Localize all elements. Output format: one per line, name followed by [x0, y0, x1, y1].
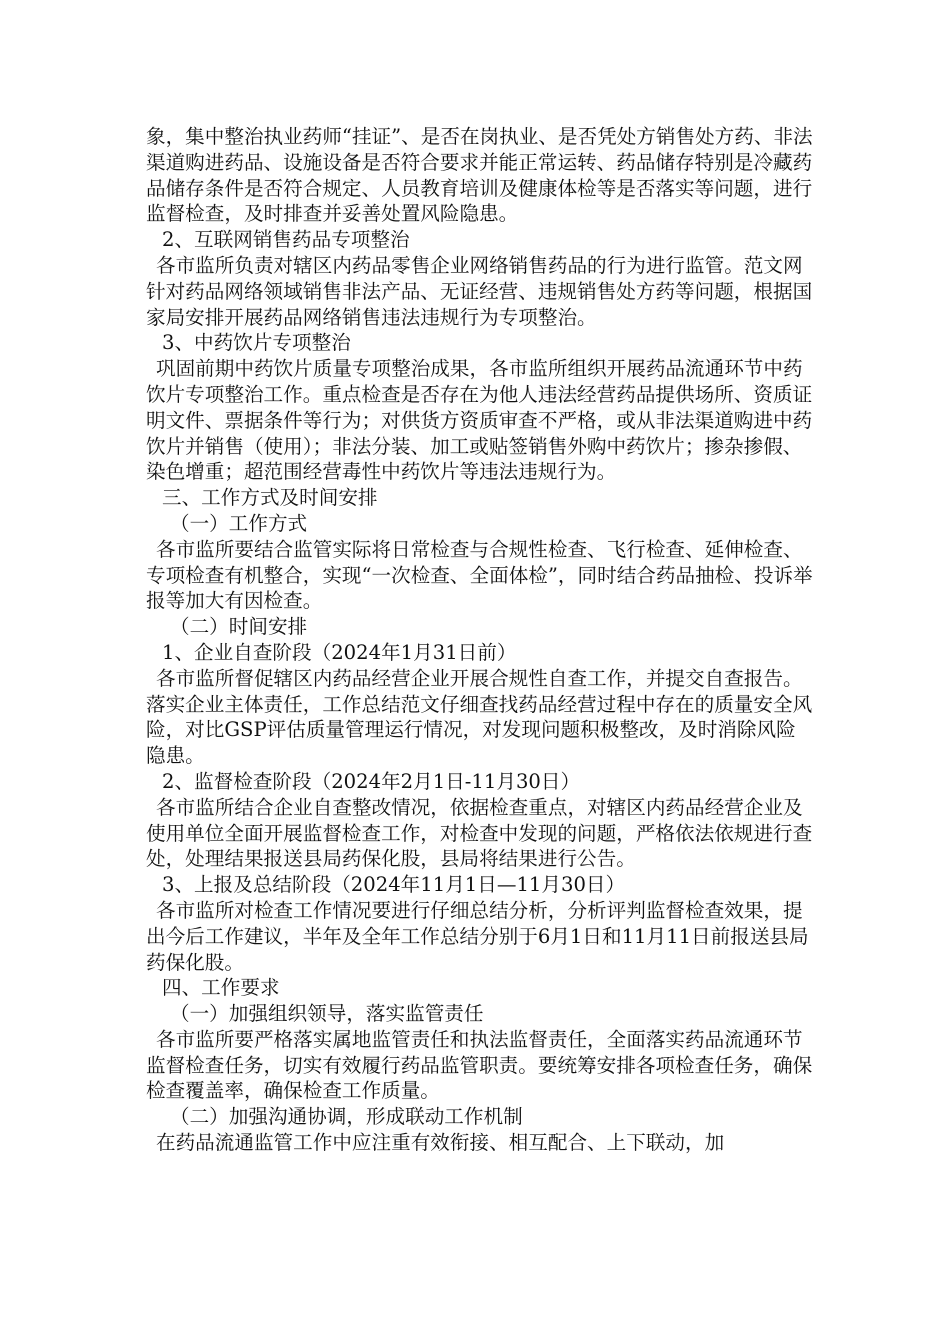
paragraph-supervision-stage: 各市监所结合企业自查整改情况，依据检查重点，对辖区内药品经营企业及使用单位全面开展监督检查工作，对检查中发现的问题，严格依法依规进行查处，处理结果报送县局药保化股，县局将结果进行公告。 — [146, 795, 813, 871]
paragraph-leadership: 各市监所要严格落实属地监管责任和执法监督责任，全面落实药品流通环节监督检查任务，切实有效履行药品监管职责。要统筹安排各项检查任务，确保检查覆盖率，确保检查工作质量。 — [146, 1027, 813, 1103]
heading-internet-sales: 2、互联网销售药品专项整治 — [162, 228, 410, 252]
paragraph-internet-sales: 各市监所负责对辖区内药品零售企业网络销售药品的行为进行监管。范文网针对药品网络领域销售非法产品、无证经营、违规销售处方药等问题，根据国家局安排开展药品网络销售违法违规行为专项整治。 — [146, 253, 813, 329]
heading-summary-stage: 3、上报及总结阶段（2024年11月1日—11月30日） — [162, 873, 626, 897]
paragraph-summary-stage: 各市监所对检查工作情况要进行仔细总结分析，分析评判监督检查效果，提出今后工作建议，半年及全年工作总结分别于6月1日和11月11日前报送县局药保化股。 — [146, 898, 809, 974]
heading-herbal-pieces: 3、中药饮片专项整治 — [162, 331, 351, 355]
paragraph-continuation-inspection-targets: 象，集中整治执业药师“挂证”、是否在岗执业、是否凭处方销售处方药、非法渠道购进药品、设施设备是否符合要求并能正常运转、药品储存特别是冷藏药品储存条件是否符合规定、人员教育培训及健康体检等是否落实等问题，进行监督检查，及时排查并妥善处置风险隐患。 — [146, 125, 813, 226]
paragraph-work-method: 各市监所要结合监管实际将日常检查与合规性检查、飞行检查、延伸检查、专项检查有机整合，实现“一次检查、全面体检”，同时结合药品抽检、投诉举报等加大有因检查。 — [146, 537, 813, 613]
heading-self-inspection-stage: 1、企业自查阶段（2024年1月31日前） — [162, 640, 517, 664]
heading-section-three: 三、工作方式及时间安排 — [162, 486, 378, 510]
heading-section-four: 四、工作要求 — [162, 976, 280, 1000]
subheading-leadership: （一）加强组织领导，落实监管责任 — [170, 1002, 484, 1026]
subheading-schedule: （二）时间安排 — [170, 615, 308, 639]
subheading-work-method: （一）工作方式 — [170, 511, 308, 535]
paragraph-self-inspection-stage: 各市监所督促辖区内药品经营企业开展合规性自查工作，并提交自查报告。落实企业主体责任，工作总结范文仔细查找药品经营过程中存在的质量安全风险，对比GSP评估质量管理运行情况，对发现问题积极整改，及时消除风险隐患。 — [146, 666, 813, 768]
paragraph-herbal-pieces: 巩固前期中药饮片质量专项整治成果，各市监所组织开展药品流通环节中药饮片专项整治工作。重点检查是否存在为他人违法经营药品提供场所、资质证明文件、票据条件等行为；对供货方资质审查不严格，或从非法渠道购进中药饮片并销售（使用）；非法分装、加工或贴签销售外购中药饮片；掺杂掺假、染色增重；超范围经营毒性中药饮片等违法违规行为。 — [146, 357, 813, 484]
heading-supervision-stage: 2、监督检查阶段（2024年2月1日-11月30日） — [162, 769, 581, 793]
document-page — [146, 124, 814, 1156]
subheading-coordination: （二）加强沟通协调，形成联动工作机制 — [170, 1105, 523, 1129]
paragraph-coordination: 在药品流通监管工作中应注重有效衔接、相互配合、上下联动，加 — [156, 1131, 725, 1155]
